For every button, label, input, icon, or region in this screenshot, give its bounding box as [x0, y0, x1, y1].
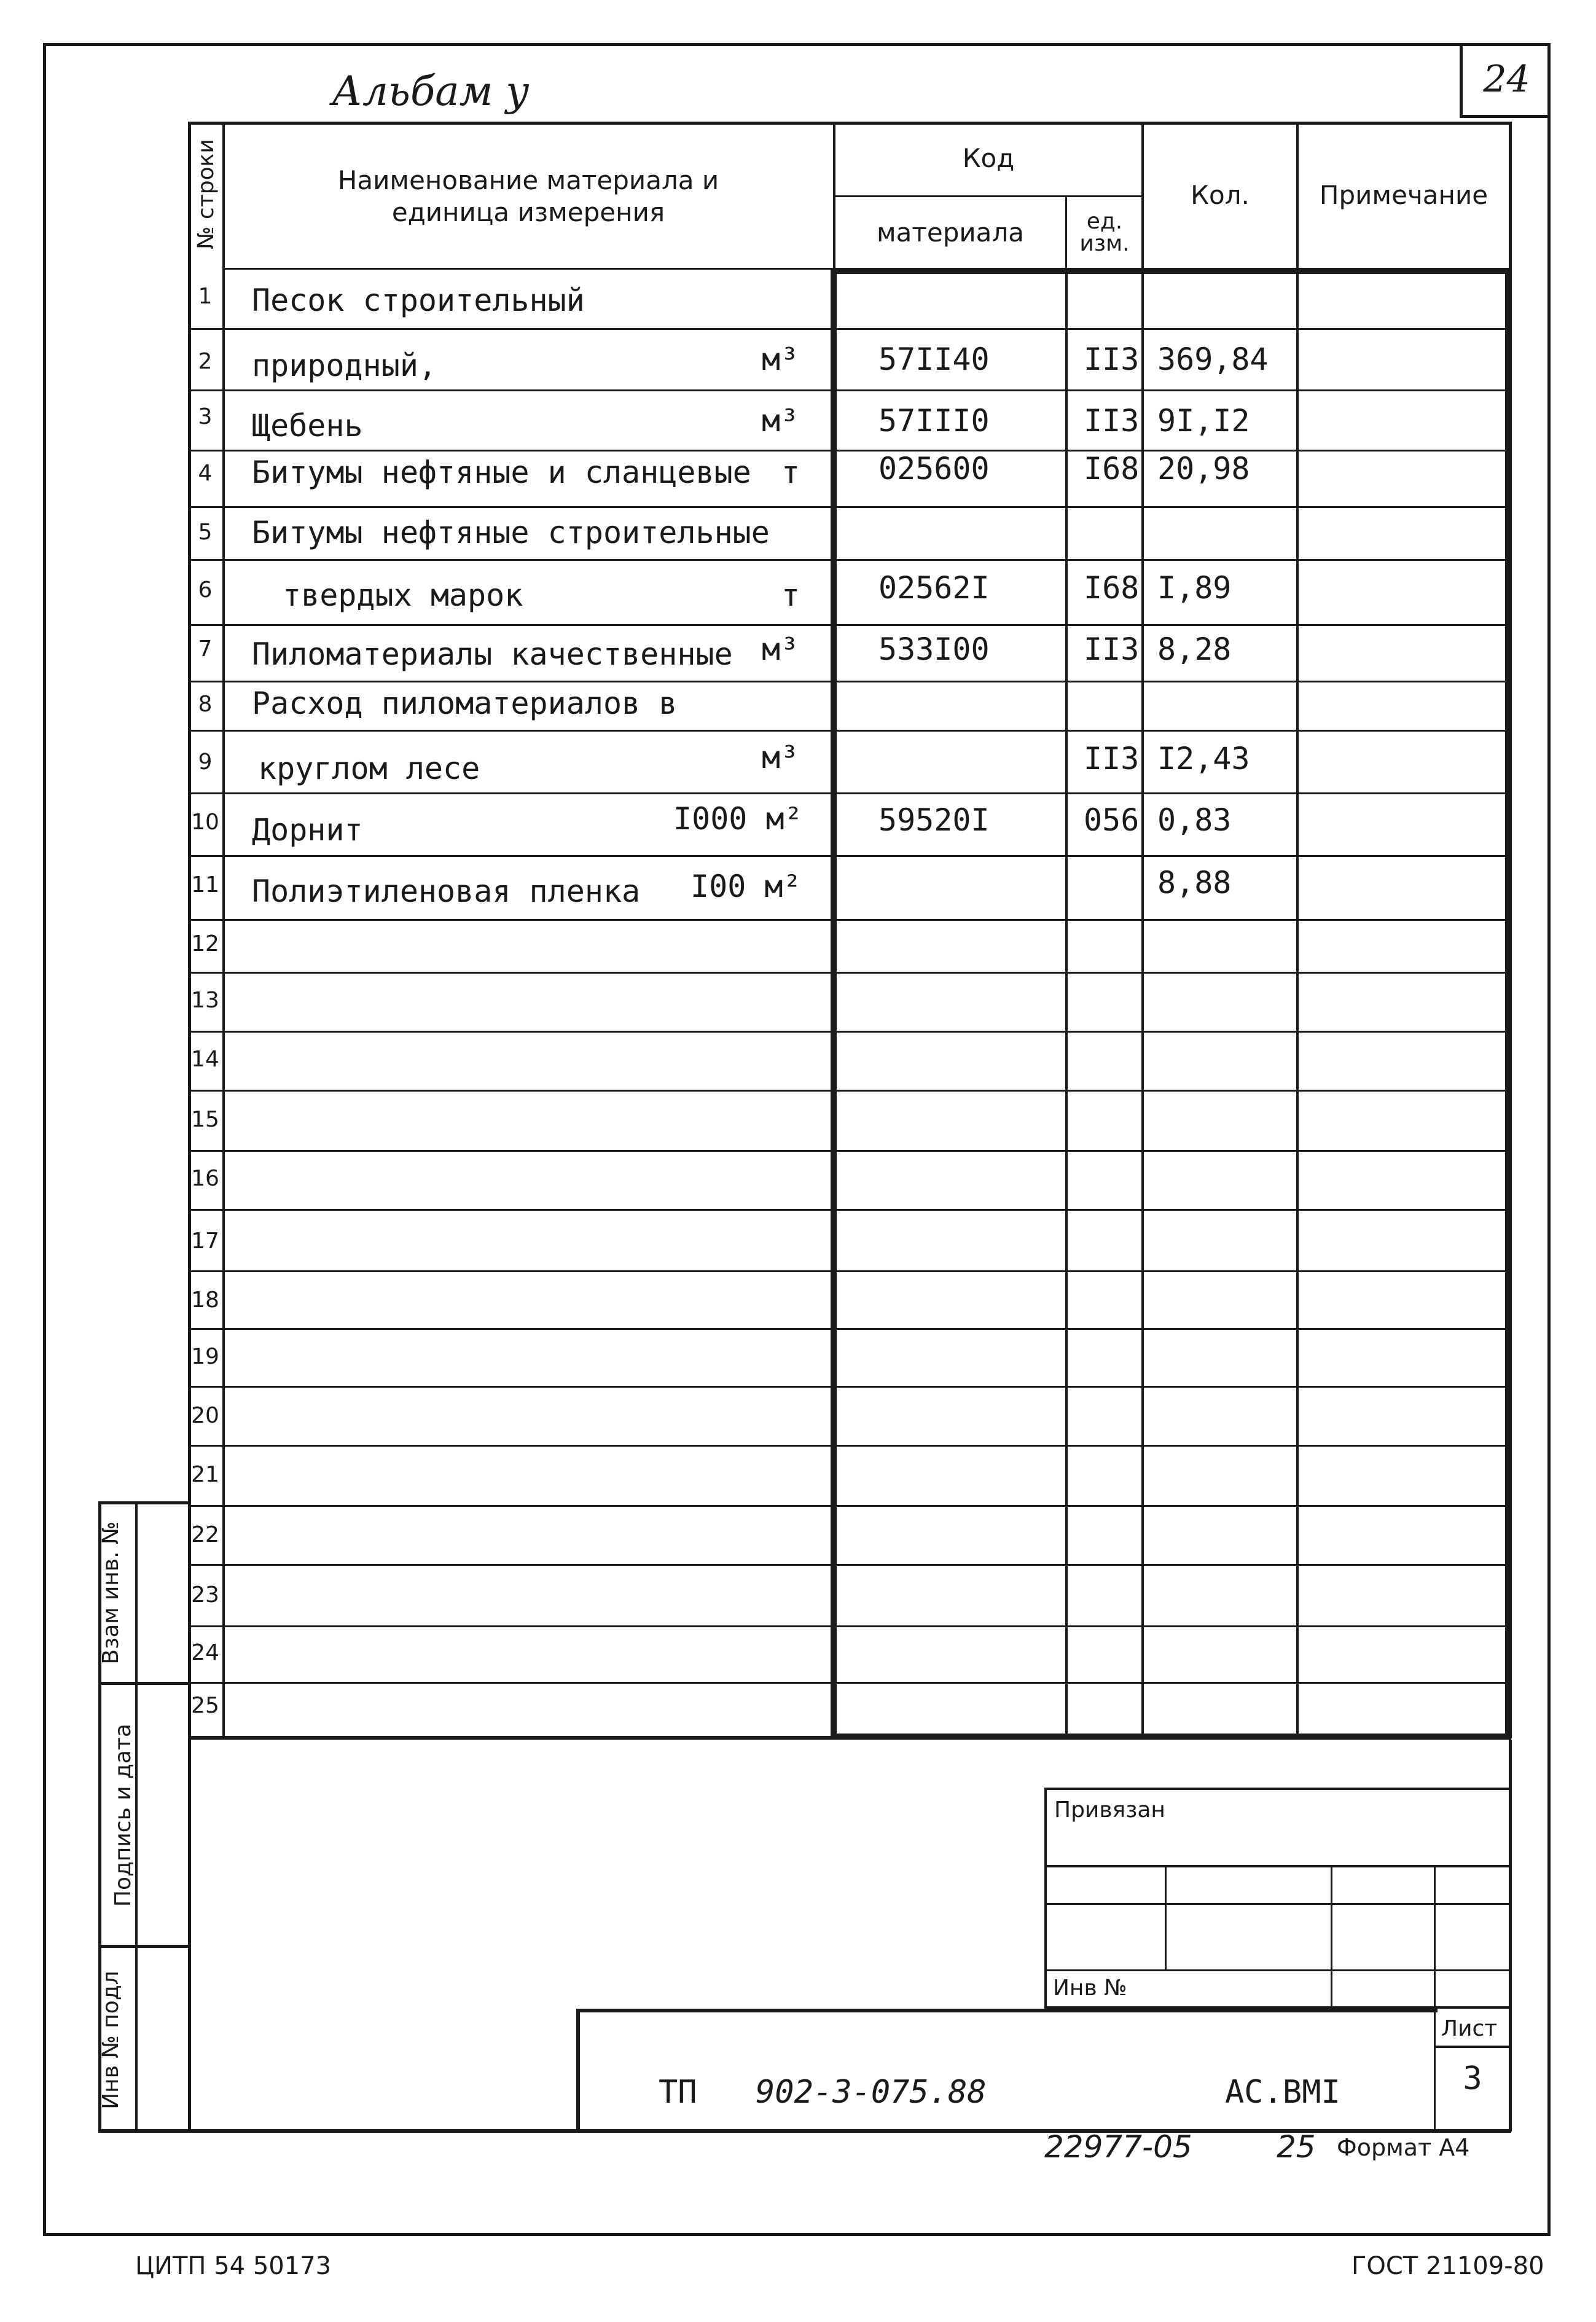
doc-mark: АС.ВМI — [1225, 2074, 1340, 2111]
material-name: Щебень — [252, 408, 363, 444]
material-unit: м³ — [762, 631, 799, 667]
album-title: Альбам у — [332, 68, 530, 115]
unit-code: 056 — [1084, 802, 1140, 838]
material-name: Песок строительный — [252, 283, 585, 318]
side-sep-1 — [98, 1682, 188, 1685]
row-number: 19 — [191, 1344, 219, 1369]
list-sep — [1435, 2046, 1510, 2048]
row-number: 8 — [198, 692, 213, 717]
material-unit: I000 м² — [673, 801, 803, 837]
list-label: Лист — [1441, 2016, 1498, 2041]
format-label: Формат А4 — [1337, 2134, 1470, 2161]
quantity: 20,98 — [1157, 451, 1250, 487]
header-qty: Кол. — [1191, 179, 1250, 210]
quantity: 8,28 — [1157, 631, 1232, 667]
col-sep-rowno — [222, 122, 225, 1738]
header-row-number: № строки — [193, 139, 219, 249]
material-name: Расход пиломатериалов в — [252, 686, 678, 721]
row-number: 9 — [198, 749, 213, 775]
footer-right: ГОСТ 21109-80 — [1352, 2252, 1544, 2280]
quantity: 9I,I2 — [1157, 403, 1250, 439]
material-unit: м³ — [762, 403, 799, 439]
material-name: Дорнит — [252, 812, 363, 848]
material-name: твердых марок — [283, 577, 523, 613]
row-number: 21 — [191, 1462, 219, 1487]
side-label-vzam: Взам инв. № — [98, 1521, 123, 1665]
side-label-inv: Инв № подл — [98, 1971, 123, 2109]
privyazan-label: Привязан — [1054, 1797, 1165, 1823]
quantity: I,89 — [1157, 570, 1232, 606]
row-number: 11 — [191, 872, 219, 897]
row-number: 22 — [191, 1522, 219, 1547]
row-number: 5 — [198, 520, 213, 545]
material-unit: м³ — [762, 342, 799, 377]
table-bottom-border — [189, 1736, 1511, 1740]
quantity: I2,43 — [1157, 741, 1250, 776]
material-code: 02562I — [878, 570, 990, 606]
header-note: Примечание — [1319, 179, 1488, 210]
privyazan-sep-2 — [1044, 1903, 1511, 1905]
material-name: круглом лесе — [258, 751, 480, 786]
row-number: 1 — [198, 284, 213, 309]
code-header-sep — [835, 195, 1141, 197]
row-number: 4 — [198, 461, 213, 486]
col-sep-note — [1296, 268, 1299, 1740]
row-number: 15 — [191, 1107, 219, 1132]
quantity: 0,83 — [1157, 802, 1232, 838]
quantity: 8,88 — [1157, 865, 1232, 901]
privyazan-col-1 — [1165, 1865, 1167, 1969]
row-number: 20 — [191, 1403, 219, 1428]
header-material-name: Наименование материала и единица измерения — [337, 165, 719, 227]
row-number: 10 — [191, 810, 219, 835]
data-block-border — [831, 268, 1511, 1740]
material-name: Полиэтиленовая пленка — [252, 874, 641, 909]
col-sep-unitcode — [1065, 268, 1068, 1740]
header-code-material: материала — [876, 217, 1024, 248]
row-number: 25 — [191, 1693, 219, 1718]
unit-code: I68 — [1084, 570, 1140, 606]
privyazan-sep-3 — [1044, 1969, 1511, 1971]
archive-stamp: 22977-05 — [1044, 2129, 1192, 2165]
row-number: 7 — [198, 636, 213, 662]
material-code: 025600 — [878, 451, 990, 487]
row-number: 2 — [198, 349, 213, 374]
material-name: природный, — [252, 348, 437, 383]
row-number: 6 — [198, 577, 213, 603]
tp-label: ТП — [659, 2074, 697, 2111]
col-sep-qty — [1141, 268, 1144, 1740]
row-number: 13 — [191, 988, 219, 1013]
unit-code: II3 — [1084, 403, 1140, 439]
row-number: 16 — [191, 1166, 219, 1191]
row-number: 12 — [191, 931, 219, 956]
quantity: 369,84 — [1157, 342, 1269, 377]
row-number: 17 — [191, 1229, 219, 1254]
material-name: Пиломатериалы качественные — [252, 636, 733, 672]
footer-left: ЦИТП 54 50173 — [135, 2252, 332, 2280]
row-number: 23 — [191, 1582, 219, 1608]
unit-code: I68 — [1084, 451, 1140, 487]
material-unit: I00 м² — [690, 869, 802, 904]
material-unit: т — [781, 455, 800, 490]
material-code: 57II40 — [878, 342, 990, 377]
material-code: 533I00 — [878, 631, 990, 667]
material-code: 57III0 — [878, 403, 990, 439]
titleblock-top — [577, 2009, 1438, 2012]
unit-code: II3 — [1084, 342, 1140, 377]
row-number: 18 — [191, 1288, 219, 1313]
page-number: 24 — [1460, 43, 1551, 118]
header-code: Код — [962, 143, 1015, 173]
row-number: 14 — [191, 1047, 219, 1072]
material-name: Битумы нефтяные и сланцевые — [252, 455, 751, 490]
row-number: 3 — [198, 404, 213, 429]
privyazan-col-2 — [1331, 1865, 1332, 2009]
side-label-podpis: Подпись и дата — [110, 1723, 136, 1907]
material-code: 59520I — [878, 802, 990, 838]
material-unit: м³ — [762, 740, 799, 775]
doc-code: 902-3-075.88 — [756, 2074, 987, 2111]
unit-code: II3 — [1084, 741, 1140, 776]
list-value: 3 — [1463, 2060, 1482, 2097]
col-sep-unitcode-hdr — [1065, 195, 1067, 269]
material-name: Битумы нефтяные строительные — [252, 515, 770, 550]
unit-code: II3 — [1084, 631, 1140, 667]
side-sep-2 — [98, 1945, 188, 1948]
privyazan-sep-1 — [1044, 1865, 1511, 1867]
titleblock-left — [576, 2009, 580, 2132]
side-panel-top — [98, 1501, 188, 1504]
archive-sheet-number: 25 — [1277, 2129, 1316, 2165]
row-number: 24 — [191, 1640, 219, 1665]
material-unit: т — [781, 577, 800, 613]
inv-no-label: Инв № — [1053, 1976, 1127, 2001]
header-code-unit: ед. изм. — [1079, 209, 1130, 256]
